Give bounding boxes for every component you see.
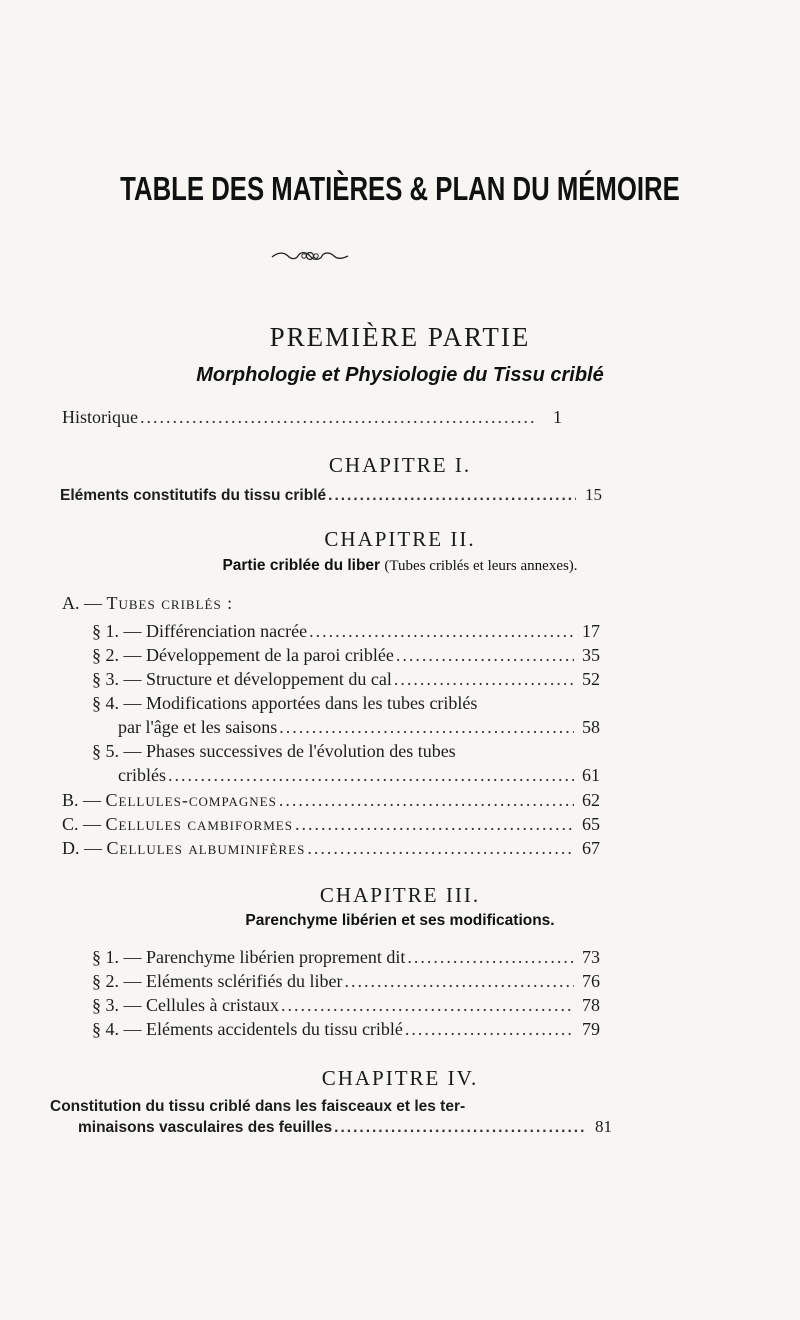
entry-page: 73 bbox=[582, 947, 600, 967]
entry-label bbox=[62, 837, 305, 859]
toc-entry-section-line1: § 4. — Modifications apportées dans les tubes criblés bbox=[92, 693, 478, 713]
entry-label: Historique bbox=[62, 407, 138, 427]
group-prefix: B. — bbox=[62, 790, 106, 810]
leader-dots bbox=[140, 406, 536, 428]
entry-page: 67 bbox=[582, 838, 600, 858]
chapter-2-heading: CHAPITRE II. bbox=[324, 527, 476, 551]
chapter-2-subtitle-note: (Tubes criblés et leurs annexes). bbox=[384, 558, 578, 574]
toc-entry-section[interactable] bbox=[92, 994, 600, 1016]
toc-entry-section[interactable] bbox=[92, 668, 600, 690]
leader-dots bbox=[279, 789, 574, 811]
toc-entry-group-c[interactable] bbox=[62, 813, 600, 835]
entry-label: § 3. — Cellules à cristaux bbox=[92, 995, 279, 1015]
leader-dots bbox=[309, 620, 574, 642]
entry-page: 58 bbox=[582, 717, 600, 737]
toc-entry-section-line1: § 5. — Phases successives de l'évolution des tubes bbox=[92, 741, 456, 761]
leader-dots bbox=[396, 644, 574, 666]
entry-label: par l'âge et les saisons bbox=[118, 717, 278, 737]
entry-label: § 2. — Développement de la paroi criblée bbox=[92, 645, 394, 665]
entry-label: criblés bbox=[118, 765, 166, 785]
entry-page: 52 bbox=[582, 669, 600, 689]
entry-page: 15 bbox=[585, 485, 602, 504]
toc-entry-section[interactable] bbox=[118, 716, 600, 738]
entry-label: § 1. — Parenchyme libérien proprement dit bbox=[92, 947, 406, 967]
part-title: PREMIÈRE PARTIE bbox=[269, 322, 531, 352]
entry-page: 81 bbox=[595, 1117, 612, 1136]
entry-label: § 1. — Différenciation nacrée bbox=[92, 621, 308, 641]
leader-dots bbox=[328, 485, 576, 507]
entry-label bbox=[62, 789, 277, 811]
group-prefix: D. — bbox=[62, 838, 107, 858]
entry-label bbox=[62, 813, 293, 835]
entry-page: 78 bbox=[582, 995, 600, 1015]
toc-entry-section[interactable] bbox=[92, 946, 600, 968]
part-subtitle: Morphologie et Physiologie du Tissu criblé bbox=[196, 364, 604, 386]
leader-dots bbox=[281, 994, 574, 1016]
toc-group-a[interactable] bbox=[62, 592, 233, 614]
entry-label: minaisons vasculaires des feuilles bbox=[78, 1119, 333, 1136]
entry-label: § 3. — Structure et développement du cal bbox=[92, 669, 392, 689]
toc-entry-section[interactable] bbox=[92, 1018, 600, 1040]
entry-label: Eléments constitutifs du tissu criblé bbox=[60, 487, 327, 504]
group-label: Cellules-compagnes bbox=[105, 790, 277, 810]
entry-page: 65 bbox=[582, 814, 600, 834]
main-title: TABLE DES MATIÈRES & PLAN DU MÉMOIRE bbox=[120, 170, 680, 207]
group-label: Tubes criblés : bbox=[106, 593, 234, 613]
group-prefix: A. — bbox=[62, 593, 107, 613]
group-prefix: C. — bbox=[62, 814, 106, 834]
group-label: Cellules albuminifères bbox=[106, 838, 306, 858]
leader-dots bbox=[334, 1117, 586, 1139]
toc-entry-constitution[interactable] bbox=[78, 1116, 612, 1139]
entry-page: 17 bbox=[582, 621, 600, 641]
toc-entry-section[interactable] bbox=[92, 644, 600, 666]
toc-entry-group-d[interactable] bbox=[62, 837, 600, 859]
leader-dots bbox=[394, 668, 574, 690]
chapter-4-heading: CHAPITRE IV. bbox=[321, 1066, 479, 1090]
entry-label: § 4. — Eléments accidentels du tissu criblé bbox=[92, 1019, 403, 1039]
group-label: Cellules cambiformes bbox=[105, 814, 293, 834]
toc-entry-section[interactable] bbox=[92, 970, 600, 992]
entry-page: 62 bbox=[582, 790, 600, 810]
chapter-1-heading: CHAPITRE I. bbox=[328, 453, 472, 477]
toc-entry-group-b[interactable] bbox=[62, 789, 600, 811]
leader-dots bbox=[405, 1018, 574, 1040]
chapter-2-subtitle-main: Partie criblée du liber bbox=[222, 557, 381, 574]
leader-dots bbox=[295, 813, 574, 835]
entry-page: 61 bbox=[582, 765, 600, 785]
toc-entry-section[interactable] bbox=[118, 764, 600, 786]
toc-entry-historique[interactable] bbox=[62, 406, 562, 428]
leader-dots bbox=[344, 970, 574, 992]
entry-page: 76 bbox=[582, 971, 600, 991]
chapter-2-subtitle bbox=[0, 557, 800, 575]
toc-entry-section[interactable] bbox=[92, 620, 600, 642]
entry-page: 79 bbox=[582, 1019, 600, 1039]
chapter-4-line1: Constitution du tissu criblé dans les faisceaux et les ter- bbox=[50, 1098, 466, 1115]
chapter-3-subtitle: Parenchyme libérien et ses modifications. bbox=[245, 912, 555, 929]
leader-dots bbox=[407, 946, 574, 968]
chapter-3-heading: CHAPITRE III. bbox=[319, 883, 481, 907]
entry-label: § 2. — Eléments sclérifiés du liber bbox=[92, 971, 343, 991]
leader-dots bbox=[168, 764, 574, 786]
ornament-flourish-icon bbox=[270, 248, 350, 264]
toc-entry-elements[interactable] bbox=[60, 484, 602, 507]
leader-dots bbox=[307, 837, 574, 859]
entry-page: 35 bbox=[582, 645, 600, 665]
leader-dots bbox=[279, 716, 574, 738]
entry-page: 1 bbox=[553, 407, 562, 427]
